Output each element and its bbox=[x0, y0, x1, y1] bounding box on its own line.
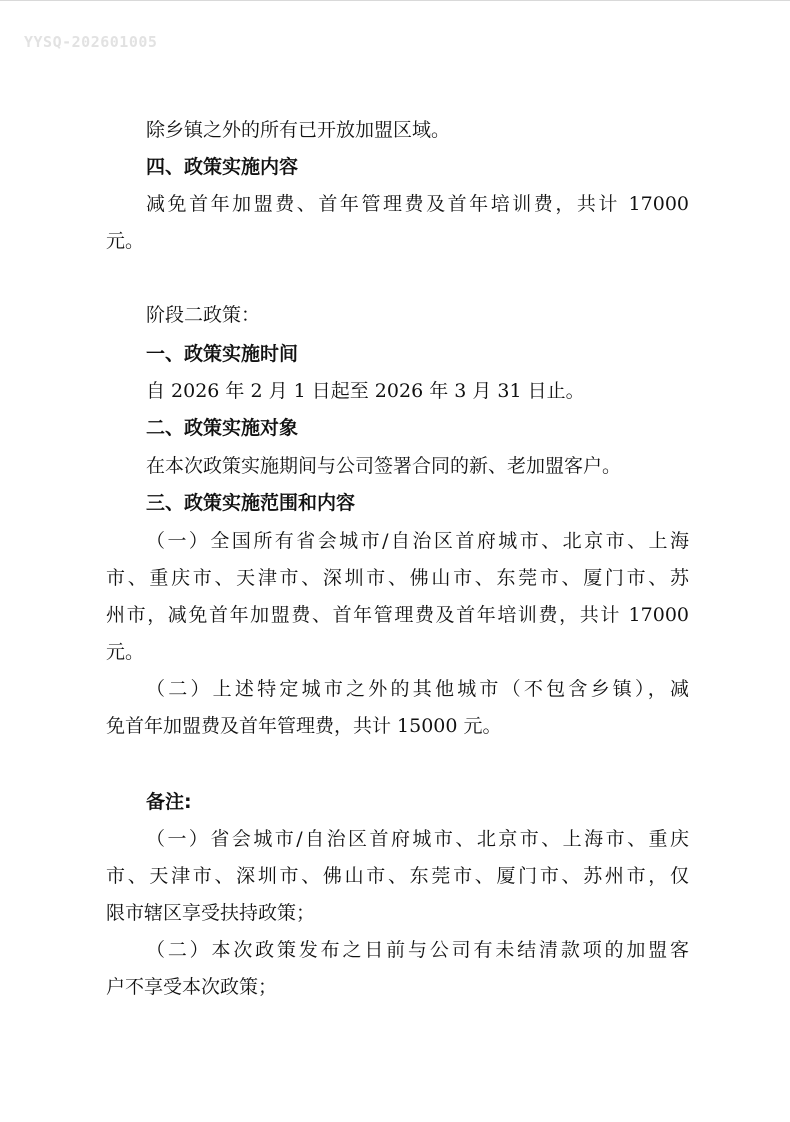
paragraph-scope-1 bbox=[106, 523, 689, 671]
text-line: （一）省会城市/自治区首府城市、北京市、上海市、重庆 bbox=[146, 828, 689, 850]
text-line: 户不享受本次政策； bbox=[106, 976, 278, 998]
text-line: 免首年加盟费及首年管理费，共计 15000 元。 bbox=[106, 715, 502, 737]
top-rule bbox=[0, 0, 790, 1]
text-line: 减免首年加盟费、首年管理费及首年培训费，共计 17000 bbox=[146, 193, 689, 215]
text-line: 元。 bbox=[106, 641, 145, 663]
text-line: 元。 bbox=[106, 230, 145, 252]
text-line: 州市，减免首年加盟费、首年管理费及首年培训费，共计 17000 bbox=[106, 604, 689, 626]
paragraph-note-1 bbox=[106, 821, 689, 932]
stage2-title: 阶段二政策： bbox=[146, 304, 261, 326]
text-line: （一）全国所有省会城市/自治区首府城市、北京市、上海 bbox=[146, 530, 689, 552]
note-title: 备注: bbox=[146, 791, 192, 813]
paragraph-scope-2 bbox=[106, 671, 689, 745]
document-code-watermark: YYSQ-202601005 bbox=[24, 33, 158, 51]
paragraph-content-stage1 bbox=[106, 186, 689, 260]
text-line: （二）本次政策发布之日前与公司有未结清款项的加盟客 bbox=[146, 939, 689, 961]
heading-section-3: 三、政策实施范围和内容 bbox=[146, 492, 356, 514]
paragraph-note-2 bbox=[106, 932, 689, 1006]
text-line: （二）上述特定城市之外的其他城市（不包含乡镇），减 bbox=[146, 678, 689, 700]
heading-section-1: 一、政策实施时间 bbox=[146, 343, 299, 365]
heading-section-2: 二、政策实施对象 bbox=[146, 417, 299, 439]
heading-section-4: 四、政策实施内容 bbox=[146, 156, 299, 178]
text-line: 限市辖区享受扶持政策； bbox=[106, 902, 316, 924]
text-line: 市、天津市、深圳市、佛山市、东莞市、厦门市、苏州市，仅 bbox=[106, 865, 689, 887]
paragraph-region-end: 除乡镇之外的所有已开放加盟区域。 bbox=[146, 119, 451, 141]
text-line: 市、重庆市、天津市、深圳市、佛山市、东莞市、厦门市、苏 bbox=[106, 567, 689, 589]
paragraph-time: 自 2026 年 2 月 1 日起至 2026 年 3 月 31 日止。 bbox=[146, 380, 585, 402]
paragraph-object: 在本次政策实施期间与公司签署合同的新、老加盟客户。 bbox=[146, 455, 622, 477]
